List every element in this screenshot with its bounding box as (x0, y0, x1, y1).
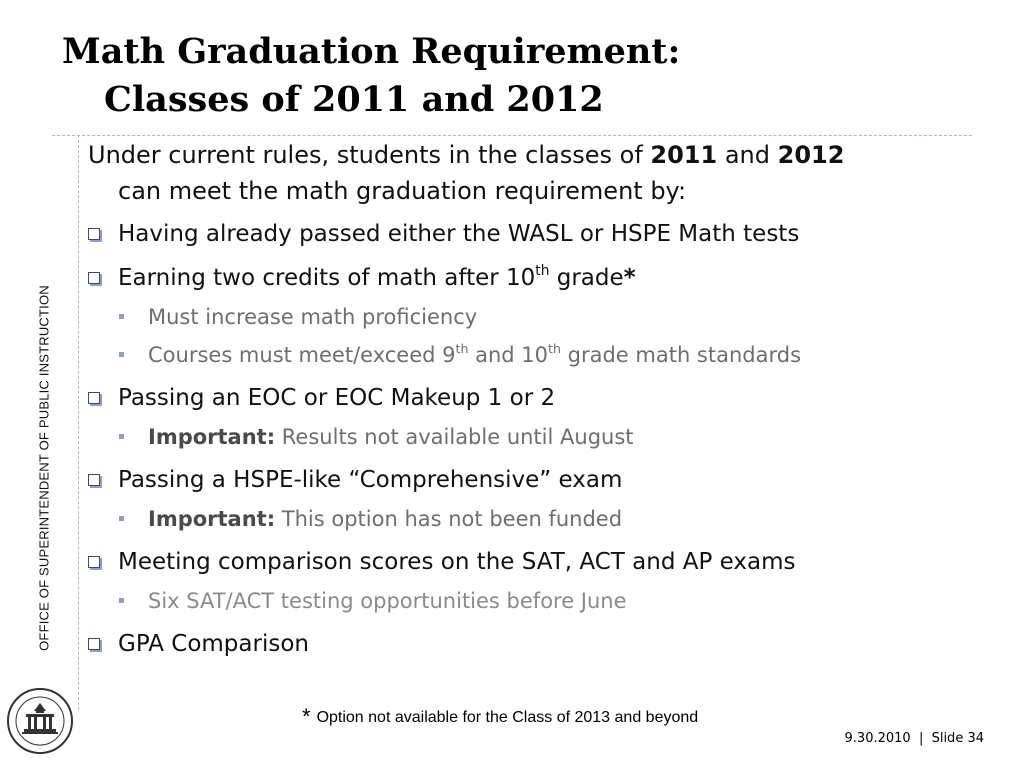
bullet-text-start: Earning two credits of math after 10 (118, 265, 536, 291)
bullet-text: GPA Comparison (118, 631, 309, 657)
sidebar-organization-label: OFFICE OF SUPERINTENDENT OF PUBLIC INSTRUCTION (36, 285, 52, 651)
sub-bullet-text: Six SAT/ACT testing opportunities before June (148, 589, 627, 613)
bullet-text: Meeting comparison scores on the SAT, ACT and AP exams (118, 549, 796, 575)
checkbox-bullet-icon (88, 272, 100, 284)
intro-text-end: can meet the math graduation requirement by: (118, 177, 687, 205)
checkbox-bullet-icon (88, 556, 100, 568)
bullet-eoc (88, 383, 968, 413)
important-label: Important: (148, 425, 276, 449)
bullet-wasl-hspe (88, 219, 968, 249)
slide-body (88, 137, 968, 659)
sub-bullet-comprehensive-important (88, 505, 968, 533)
sub-bullet-text: This option has not been funded (275, 507, 623, 531)
footnote (302, 704, 698, 730)
bullet-text: Having already passed either the WASL or HSPE Math tests (118, 221, 800, 247)
intro-year-2012: 2012 (777, 141, 845, 169)
superscript: th (535, 262, 550, 279)
sub-bullet-text-start: Courses must meet/exceed 9 (148, 343, 456, 367)
title-line-2: Classes of 2011 and 2012 (104, 79, 604, 120)
bullet-text: Passing an EOC or EOC Makeup 1 or 2 (118, 385, 556, 411)
sub-bullet-proficiency (88, 303, 968, 331)
sub-bullet-eoc-important (88, 423, 968, 451)
slide-footer: 9.30.2010 | Slide 34 (844, 731, 984, 746)
title-separator (52, 135, 972, 136)
footnote-asterisk: * (302, 704, 311, 729)
square-bullet-icon (119, 352, 124, 357)
bullet-comparison-scores (88, 547, 968, 577)
superscript: th (455, 340, 469, 356)
sub-bullet-sat-act (88, 587, 968, 615)
title-line-1: Math Graduation Requirement: (62, 31, 681, 72)
checkbox-bullet-icon (88, 474, 100, 486)
checkbox-bullet-icon (88, 228, 100, 240)
slide-title (62, 28, 962, 124)
important-label: Important: (148, 507, 276, 531)
bullet-text-end: grade (549, 265, 624, 291)
intro-and: and (717, 141, 778, 169)
checkbox-bullet-icon (88, 392, 100, 404)
intro-paragraph (88, 137, 968, 209)
sidebar-separator (78, 135, 79, 710)
bullet-text: Passing a HSPE-like “Comprehensive” exam (118, 467, 623, 493)
bullet-gpa-comparison (88, 629, 968, 659)
footnote-text: Option not available for the Class of 2013 and beyond (316, 709, 699, 726)
square-bullet-icon (119, 598, 124, 603)
sub-bullet-text: Must increase math proficiency (148, 305, 478, 329)
sub-bullet-text-end: grade math standards (560, 343, 802, 367)
sub-bullet-text: Results not available until August (275, 425, 634, 449)
square-bullet-icon (119, 434, 124, 439)
intro-year-2011: 2011 (650, 141, 718, 169)
sub-bullet-text-mid: and 10 (468, 343, 549, 367)
intro-text-start: Under current rules, students in the classes of (88, 141, 651, 169)
square-bullet-icon (119, 314, 124, 319)
ospi-seal-icon (6, 687, 74, 755)
superscript: th (548, 340, 561, 356)
asterisk: * (623, 265, 636, 291)
bullet-two-credits (88, 263, 968, 293)
bullet-comprehensive-exam (88, 465, 968, 495)
checkbox-bullet-icon (88, 638, 100, 650)
square-bullet-icon (119, 516, 124, 521)
sub-bullet-standards (88, 341, 968, 369)
